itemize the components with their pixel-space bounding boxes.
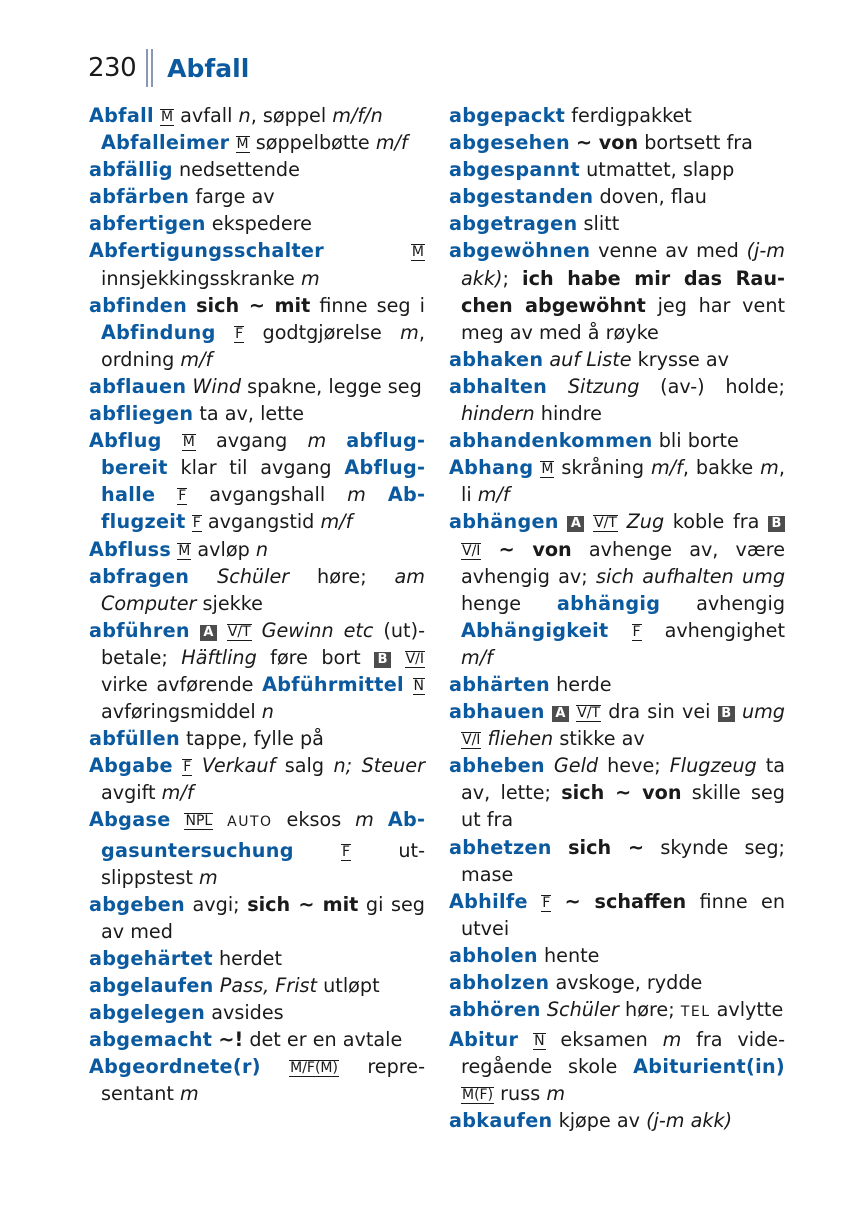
headword: Abgeordnete(r) (89, 1055, 261, 1079)
headword: abfertigen (89, 212, 206, 236)
headword: abführen (89, 618, 190, 642)
headword: abhärten (449, 672, 550, 696)
dictionary-entry: abfinden sich ~ mit finne seg i Abfindung F godtgjørelse m, ordning m/f (89, 293, 425, 371)
dictionary-entry: Abgeordnete(r) M/F(M) representant m (89, 1055, 425, 1106)
headword: abfällig (89, 158, 173, 182)
headword: abgewöhnen (449, 239, 591, 263)
dictionary-entry: Abflug M avgang m abflugbereit klar til avgang Abflughalle F avgangshall m Abflugzeit F avgangstid m/f (89, 429, 425, 534)
headword: abfüllen (89, 727, 180, 751)
dictionary-entry: Abfalleimer M søppelbøtte m/f (101, 131, 408, 155)
grammar-tag: F (632, 623, 641, 640)
headword: Abgabe (89, 754, 173, 778)
headword: Abflughalle (101, 456, 425, 507)
headword: Abiturient(in) (633, 1055, 785, 1079)
dictionary-entry: abgehärtet herdet (89, 946, 282, 970)
grammar-tag: M(F) (462, 1087, 494, 1104)
grammar-tag: F (542, 894, 551, 911)
dictionary-entry: abfärben farge av (89, 185, 275, 209)
dictionary-entry: abgewöhnen venne av med (j-m akk); ich habe mir das Rauchen abgewöhnt jeg har vent meg av med å røyke (449, 239, 786, 344)
headword: abgestanden (449, 185, 594, 209)
headword: abhandenkommen (449, 429, 653, 453)
headword: abhaken (449, 347, 544, 371)
headword: abhalten (449, 374, 548, 398)
headword: abfärben (89, 185, 190, 209)
dictionary-entry: abholzen avskoge, rydde (449, 971, 703, 994)
sense-badge: B (768, 516, 785, 532)
dictionary-entry: abfüllen tappe, fylle på (89, 727, 324, 751)
headword: abkaufen (449, 1109, 553, 1133)
dictionary-entry: abheben Geld heve; Flugzeug ta av, lette; sich ~ von skille seg ut fra (449, 754, 785, 832)
headword: Abfall (89, 104, 154, 127)
dictionary-entry: abfliegen ta av, lette (89, 402, 305, 426)
headword: Abitur (449, 1028, 519, 1052)
grammar-tag: V/T (577, 705, 601, 722)
headword: abgelegen (89, 1001, 206, 1025)
guide-word: Abfall (167, 53, 250, 83)
sense-badge: A (200, 625, 217, 641)
headword: abhören (449, 998, 541, 1022)
dictionary-entry: Abfertigungsschalter M innsjekkingsskranke m (89, 239, 424, 290)
page-header (88, 48, 249, 88)
dictionary-entry: abgespannt utmattet, slapp (449, 158, 735, 182)
page-number: 230 (88, 53, 137, 83)
headword: abhetzen (449, 835, 552, 859)
headword: Abflugzeit (101, 483, 425, 534)
dictionary-entry: abhärten herde (449, 672, 612, 696)
grammar-tag: M (541, 461, 554, 478)
sense-badge: B (374, 652, 391, 668)
dictionary-entry: abhören Schüler høre; TEL avlytte (449, 998, 784, 1022)
dictionary-entry: abfertigen ekspedere (89, 212, 312, 236)
grammar-tag: M (178, 542, 191, 559)
headword: Abflug (89, 429, 162, 453)
grammar-tag: F (192, 515, 201, 532)
dictionary-entry: abhetzen sich ~ skynde seg; mase (449, 835, 785, 886)
dictionary-entry: Abgase NPL AUTO eksos m Abgasuntersuchung F utslippstest m (89, 808, 425, 889)
dictionary-entry: abgeben avgi; sich ~ mit gi seg av med (89, 892, 425, 943)
headword: abgesehen (449, 131, 570, 155)
grammar-tag: NPL (185, 813, 213, 830)
grammar-tag: M/F(M) (290, 1060, 338, 1077)
dictionary-entry: abgesehen ~ von bortsett fra (449, 131, 753, 155)
headword: abflugbereit (101, 429, 425, 480)
headword: abfragen (89, 564, 190, 588)
dictionary-entry: abgepackt ferdigpakket (449, 104, 692, 127)
dictionary-entry: Abfluss M avløp n (89, 537, 269, 561)
headword: Abfluss (89, 537, 172, 561)
dictionary-entry: Abfall M avfall n, søppel m/f/n (89, 104, 383, 127)
dictionary-entry: abgestanden doven, flau (449, 185, 707, 209)
headword: abgemacht (89, 1028, 213, 1052)
headword: abgehärtet (89, 946, 213, 970)
dictionary-entry: abgelaufen Pass, Frist utløpt (89, 974, 380, 997)
headword: Abhang (449, 456, 534, 480)
headword: Abhilfe (449, 889, 528, 913)
headword: Abführmittel (262, 672, 404, 696)
headword: abholen (449, 943, 538, 967)
sense-badge: A (567, 516, 584, 532)
right-column (449, 102, 785, 1135)
grammar-tag: V/T (227, 623, 251, 640)
dictionary-entry: abführen A V/T Gewinn etc (ut)betale; Häftling føre bort B V/I virke avførende Abführmittel N avføringsmiddel n (89, 618, 425, 724)
grammar-tag: V/T (594, 515, 617, 532)
headword: abholzen (449, 971, 550, 994)
dictionary-entry: Abgabe F Verkauf salg n; Steuer avgift m/f (89, 754, 425, 805)
dictionary-entry: abholen hente (449, 943, 600, 967)
dictionary-entry: abkaufen kjøpe av (j-m akk) (449, 1109, 733, 1133)
grammar-tag: M (160, 109, 174, 125)
headword: Abfindung (101, 320, 216, 344)
grammar-tag: F (178, 488, 187, 505)
dictionary-entry: Abitur N eksamen m fra videregående skole Abiturient(in) M(F) russ m (449, 1028, 785, 1106)
dictionary-entry: abhandenkommen bli borte (449, 429, 739, 453)
headword: abfliegen (89, 402, 194, 426)
headword: Abhängigkeit (461, 618, 609, 642)
headword: Abgasuntersuchung (101, 808, 425, 862)
dictionary-entry: abfällig nedsettende (89, 158, 300, 182)
headword: abhauen (449, 700, 545, 724)
dictionary-entry: abgemacht ~! det er en avtale (89, 1028, 403, 1052)
dictionary-entry: abhauen A V/T dra sin vei B umg V/I fliehen stikke av (449, 700, 785, 751)
grammar-tag: F (183, 759, 192, 776)
sense-badge: B (718, 706, 735, 722)
headword: abhängig (556, 591, 661, 615)
dictionary-entry: abhaken auf Liste krysse av (449, 347, 730, 371)
headword: abflauen (89, 374, 187, 398)
grammar-tag: M (236, 136, 249, 153)
headword: abfinden (89, 293, 188, 317)
headword: abgepackt (449, 104, 566, 127)
header-separator (146, 49, 153, 87)
grammar-tag: V/I (405, 650, 424, 667)
dictionary-entry: abfragen Schüler høre; am Computer sjekke (89, 564, 425, 615)
grammar-tag: V/I (462, 542, 481, 559)
dictionary-entry: abhängen A V/T Zug koble fra B V/I ~ von avhenge av, være avhengig av; sich aufhalten umg henge abhängig avhengig Abhängigkeit F avhengighet m/f (449, 510, 786, 669)
grammar-tag: M (411, 244, 424, 261)
headword: Abgase (89, 808, 171, 832)
grammar-tag: F (342, 843, 351, 860)
grammar-tag: V/I (462, 732, 481, 749)
dictionary-entry: Abhilfe F ~ schaffen finne en utvei (449, 889, 785, 940)
headword: abhängen (449, 510, 559, 534)
left-column (89, 102, 425, 1107)
headword: abgespannt (449, 158, 581, 182)
sense-badge: A (552, 706, 569, 722)
headword: abheben (449, 754, 545, 778)
dictionary-entry: abgetragen slitt (449, 212, 620, 236)
dictionary-entry: abgelegen avsides (89, 1001, 284, 1025)
grammar-tag: M (182, 434, 195, 451)
dictionary-entry: abflauen Wind spakne, legge seg (89, 374, 422, 398)
headword: Abfertigungsschalter (89, 239, 324, 263)
grammar-tag: N (413, 677, 424, 694)
grammar-tag: F (235, 325, 244, 342)
grammar-tag: N (534, 1033, 545, 1050)
headword: Abfalleimer (101, 131, 230, 155)
headword: abgeben (89, 892, 185, 916)
dictionary-entry: abhalten Sitzung (av-) holde; hindern hindre (449, 374, 785, 426)
headword: abgelaufen (89, 974, 214, 997)
headword: abgetragen (449, 212, 578, 236)
dictionary-entry: Abhang M skråning m/f, bakke m, li m/f (449, 456, 785, 507)
